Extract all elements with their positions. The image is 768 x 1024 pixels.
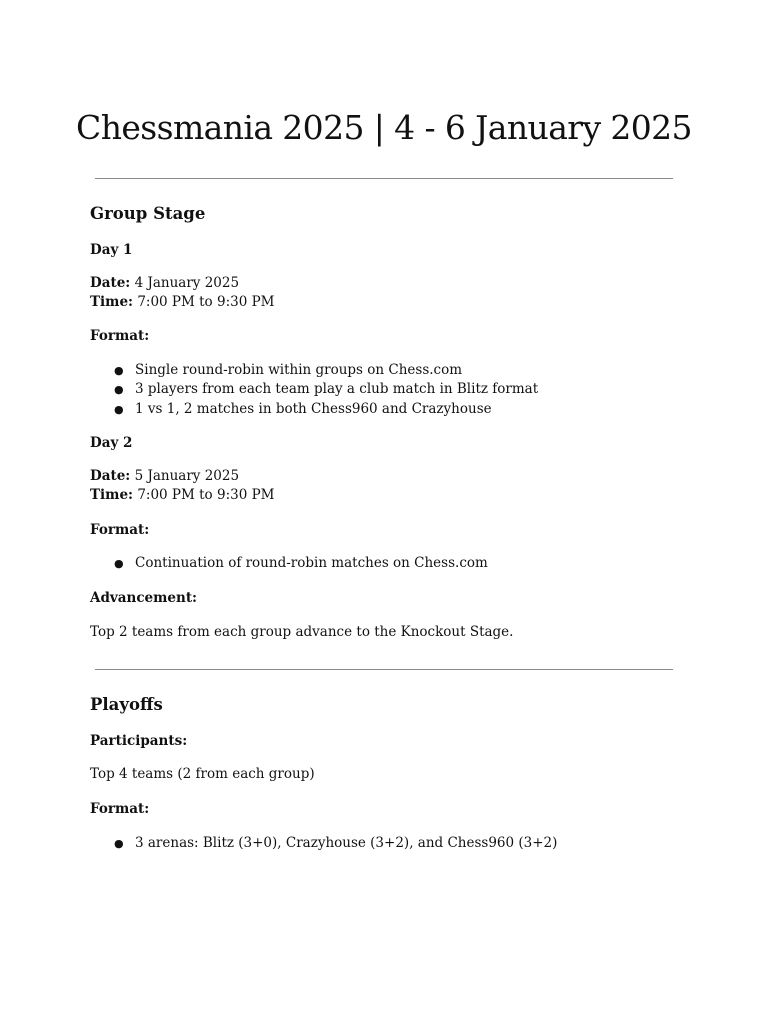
- divider: [95, 669, 673, 670]
- participants-text: Top 4 teams (2 from each group): [90, 766, 315, 782]
- day1-format-list: [90, 361, 690, 419]
- list-item: ● Single round-robin within groups on Chess.com: [90, 361, 690, 380]
- day1-time-label: Time:: [90, 294, 134, 310]
- day1-date-label: Date:: [90, 275, 131, 291]
- day1-date-line: [90, 274, 690, 293]
- list-item: ● 1 vs 1, 2 matches in both Chess960 and Crazyhouse: [90, 400, 690, 419]
- day2-heading: Day 2: [90, 435, 133, 451]
- day1-date-value: 4 January 2025: [134, 275, 240, 291]
- day1-heading: Day 1: [90, 242, 133, 258]
- day1-time-line: [90, 293, 690, 312]
- divider: [95, 178, 673, 179]
- list-item: ● Continuation of round-robin matches on Chess.com: [90, 554, 690, 573]
- bullet-icon: ●: [114, 837, 124, 850]
- page-title: Chessmania 2025 | 4 - 6 January 2025: [76, 108, 692, 147]
- list-item: ● 3 players from each team play a club match in Blitz format: [90, 380, 690, 399]
- day2-format-list: [90, 554, 690, 573]
- bullet-icon: ●: [114, 402, 124, 416]
- bullet-icon: ●: [114, 364, 124, 377]
- day1-time-value: 7:00 PM to 9:30 PM: [137, 294, 275, 310]
- bullet-icon: ●: [114, 557, 124, 570]
- day2-date-value: 5 January 2025: [134, 468, 240, 484]
- group-stage-heading: Group Stage: [90, 204, 206, 223]
- bullet-icon: ●: [114, 383, 124, 397]
- day2-time-label: Time:: [90, 487, 134, 503]
- playoffs-heading: Playoffs: [90, 695, 163, 714]
- list-item: ● 3 arenas: Blitz (3+0), Crazyhouse (3+2), and Chess960 (3+2): [90, 834, 690, 853]
- advancement-text: Top 2 teams from each group advance to the Knockout Stage.: [90, 624, 514, 640]
- participants-label: Participants:: [90, 733, 188, 749]
- day2-format-label: Format:: [90, 522, 150, 538]
- advancement-label: Advancement:: [90, 590, 198, 606]
- day2-time-line: [90, 486, 690, 505]
- day2-date-line: [90, 467, 690, 486]
- playoffs-format-label: Format:: [90, 801, 150, 817]
- day2-time-value: 7:00 PM to 9:30 PM: [137, 487, 275, 503]
- day2-date-label: Date:: [90, 468, 131, 484]
- day1-format-label: Format:: [90, 328, 150, 344]
- playoffs-format-list: [90, 834, 690, 853]
